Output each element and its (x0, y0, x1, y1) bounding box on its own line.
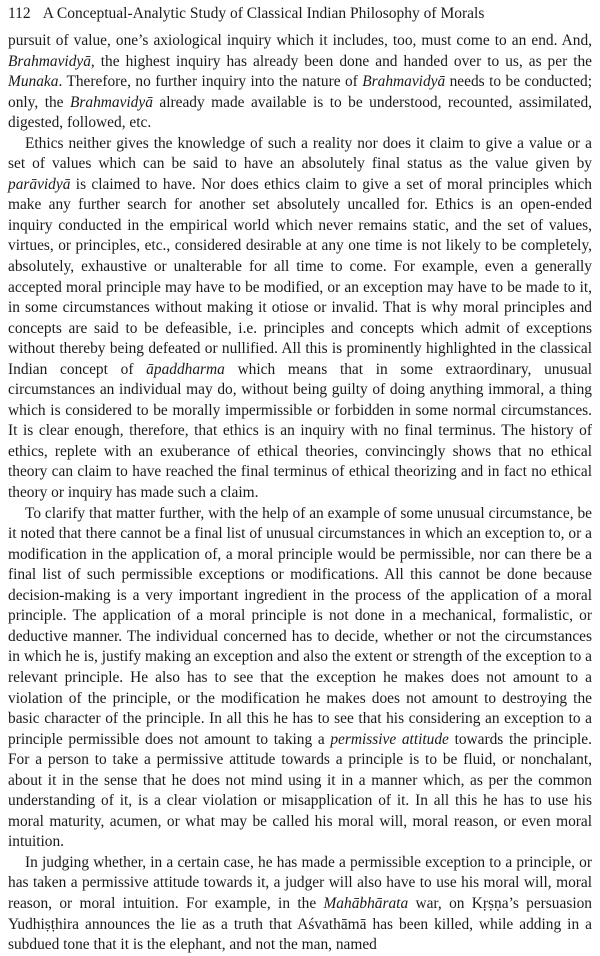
text-run: towards the principle. For a person to take a permissive attitude towards a principle is to be fluid, or nonchalant, about it in the sense that he does not mind using it in a manner which, as per the common understanding of it, is a clear violation or misapplication of it. In all this he has to use his moral maturity, acumen, or what may be called his moral will, moral reason, or even moral intuition. (8, 730, 592, 851)
text-run: , the highest inquiry has already been done and handed over to us, as per the (90, 52, 592, 70)
text-run: already made available is to be understood, recounted, assimilated, digested, followed, etc. (8, 93, 592, 132)
text-run: war, on Kṛṣṇa’s persuasion Yudhiṣṭhira announces the lie as a truth that Aśvathāmā has been killed, while adding in a subdued tone that it is the elephant, and not the man, named (8, 894, 592, 954)
page-number: 112 (8, 5, 31, 22)
italic-term: Munaka (8, 73, 59, 91)
text-run: In judging whether, in a certain case, he has made a permissible exception to a principle, or has taken a permissive attitude towards it, a judger will also have to use his moral will, moral reason, or moral intuition. For example, in the (8, 853, 592, 912)
text-run: is claimed to have. Nor does ethics claim to give a set of moral principles which make any further search for another set absolutely uncalled for. Ethics is an open-ended inquiry conducted in the empirical world which never remains static, and the set of values, virtues, or principles, etc., considered desirable at any one time is not likely to be completely, absolutely, exhaustive or unalterable for all time to come. For example, even a generally accepted moral principle may have to be modified, or an exception may have to be made to it, in some circumstances without making it otiose or invalid. That is why moral principles and concepts are said to be defeasible, i.e. principles and concepts which admit of exceptions without thereby being defeated or nullified. All this is prominently highlighted in the classical Indian concept of (8, 175, 592, 378)
text-run: Ethics neither gives the knowledge of such a reality nor does it claim to give a value or a set of values which can be said to have an absolutely final status as the value given by (8, 134, 592, 173)
running-title: A Conceptual-Analytic Study of Classical Indian Philosophy of Morals (42, 5, 485, 22)
paragraph (8, 134, 592, 504)
running-header (8, 4, 592, 24)
text-run: pursuit of value, one’s axiological inquiry which it includes, too, must come to an end. And, (8, 32, 592, 49)
text-run: To clarify that matter further, with the help of an example of some unusual circumstance, be it noted that there cannot be a final list of unusual circumstances in which an exception to, or a modification in the application of, a moral principle would be permissible, nor can there be a final list of such permissible exceptions or modifications. All this cannot be done because decision-making is a very important ingredient in the process of the application of a moral principle. The application of a moral principle is not done in a mechanical, formalistic, or deductive manner. The individual concerned has to decide, whether or not the circumstances in which he is, justify making an exception and also the extent or strength of the exception to a relevant principle. He also has to see that the exception he makes does not amount to a violation of the principle, or the modification he makes does not amount to destroying the basic character of the principle. In all this he has to see that his considering an exception to a principle permissible does not amount to taking a (8, 504, 592, 748)
italic-term: Brahmavidyā (362, 73, 446, 91)
italic-term: permissive attitude (330, 730, 449, 748)
italic-term: Brahmavidyā (69, 93, 153, 111)
italic-term: Mahābhārata (323, 894, 409, 912)
paragraph (8, 31, 592, 134)
italic-term: parāvidyā (8, 175, 71, 193)
italic-term: Brahmavidyā (8, 52, 91, 70)
body-text (8, 31, 592, 956)
text-run: needs to be conducted; only, the (8, 73, 593, 111)
paragraph (8, 853, 592, 956)
italic-term: āpaddharma (146, 360, 225, 378)
text-run: . Therefore, no further inquiry into the nature of (58, 73, 363, 91)
text-run: which means that in some extraordinary, unusual circumstances an individual may do, without being guilty of doing anything immoral, a thing which is considered to be morally impermissible or forbidden in some normal circumstances. It is clear enough, therefore, that ethics is an inquiry with no final terminus. The history of ethics, replete with an exuberance of ethical theories, convincingly shows that no ethical theory can claim to have reached the final terminus of ethical theorizing and in fact no ethical theory or inquiry has made such a claim. (8, 360, 592, 502)
paragraph (8, 504, 592, 853)
